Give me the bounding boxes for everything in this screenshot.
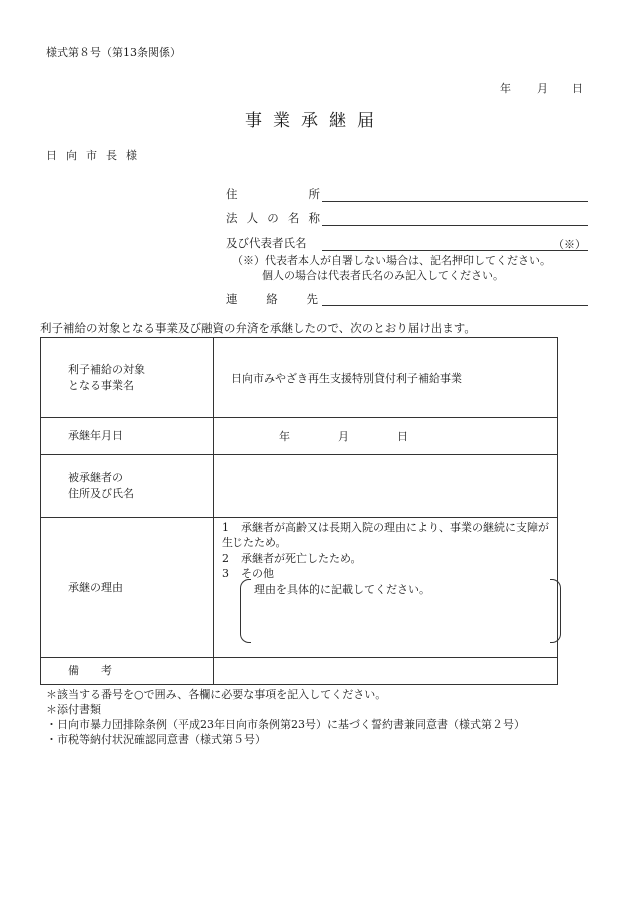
intro-statement: 利子補給の対象となる事業及び融資の弁済を承継したので、次のとおり届け出ます。	[40, 321, 476, 335]
project-label: 利子補給の対象 となる事業名	[41, 338, 214, 418]
reason-option-2[interactable]: 2 承継者が死亡したため。	[222, 551, 362, 565]
right-bracket	[550, 579, 561, 643]
remarks-field[interactable]	[214, 658, 558, 685]
predecessor-field[interactable]	[214, 455, 558, 518]
signature-note-1: （※）代表者本人が自署しない場合は、記名押印してください。	[232, 254, 551, 267]
address-field[interactable]	[322, 201, 588, 202]
reason-option-1[interactable]: 1 承継者が高齢又は長期入院の理由により、事業の継続に支障が生	[222, 520, 549, 549]
reason-option-1-cont: じたため。	[232, 535, 287, 549]
contact-label: 連 絡 先	[226, 292, 318, 306]
date-year-label: 年	[500, 82, 511, 95]
succession-table	[40, 337, 558, 685]
project-value[interactable]: 日向市みやざき再生支援特別貸付利子補給事業	[214, 338, 558, 418]
footer-note-4: ・市税等納付状況確認同意書（様式第５号）	[46, 733, 266, 746]
predecessor-label: 被承継者の 住所及び氏名	[41, 455, 214, 518]
date-month-label: 月	[537, 82, 548, 95]
reason-field[interactable]	[214, 518, 558, 658]
reason-detail-placeholder[interactable]: 理由を具体的に記載してください。	[254, 582, 430, 596]
date-day-label: 日	[572, 82, 583, 95]
succession-date-field[interactable]: 年 月 日	[214, 418, 558, 455]
representative-label: 及び代表者氏名	[226, 236, 307, 250]
succession-date-label: 承継年月日	[41, 418, 214, 455]
table-row	[41, 338, 558, 418]
address-label: 住 所	[226, 187, 320, 201]
corp-name-label: 法 人 の 名 称	[226, 211, 320, 225]
form-number: 様式第８号（第13条関係）	[46, 46, 181, 59]
contact-field[interactable]	[322, 305, 588, 306]
table-row	[41, 518, 558, 658]
table-row	[41, 455, 558, 518]
signature-note-2: 個人の場合は代表者氏名のみ記入してください。	[262, 269, 504, 282]
footer-note-1: ＊該当する番号を○で囲み、各欄に必要な事項を記入してください。	[46, 688, 387, 701]
remarks-label: 備 考	[41, 658, 214, 685]
addressee: 日向市長様	[46, 149, 146, 162]
stamp-mark: （※）	[553, 238, 586, 251]
table-row	[41, 658, 558, 685]
table-row	[41, 418, 558, 455]
corp-name-field[interactable]	[322, 225, 588, 226]
left-bracket	[240, 579, 251, 643]
page-title: 事業承継届	[245, 111, 385, 131]
reason-label: 承継の理由	[41, 518, 214, 658]
footer-note-3: ・日向市暴力団排除条例（平成23年日向市条例第23号）に基づく誓約書兼同意書（様式第２号）	[46, 718, 525, 731]
representative-field[interactable]	[322, 250, 588, 251]
reason-option-3[interactable]: 3 その他	[222, 566, 274, 580]
footer-note-2: ＊添付書類	[46, 703, 101, 716]
